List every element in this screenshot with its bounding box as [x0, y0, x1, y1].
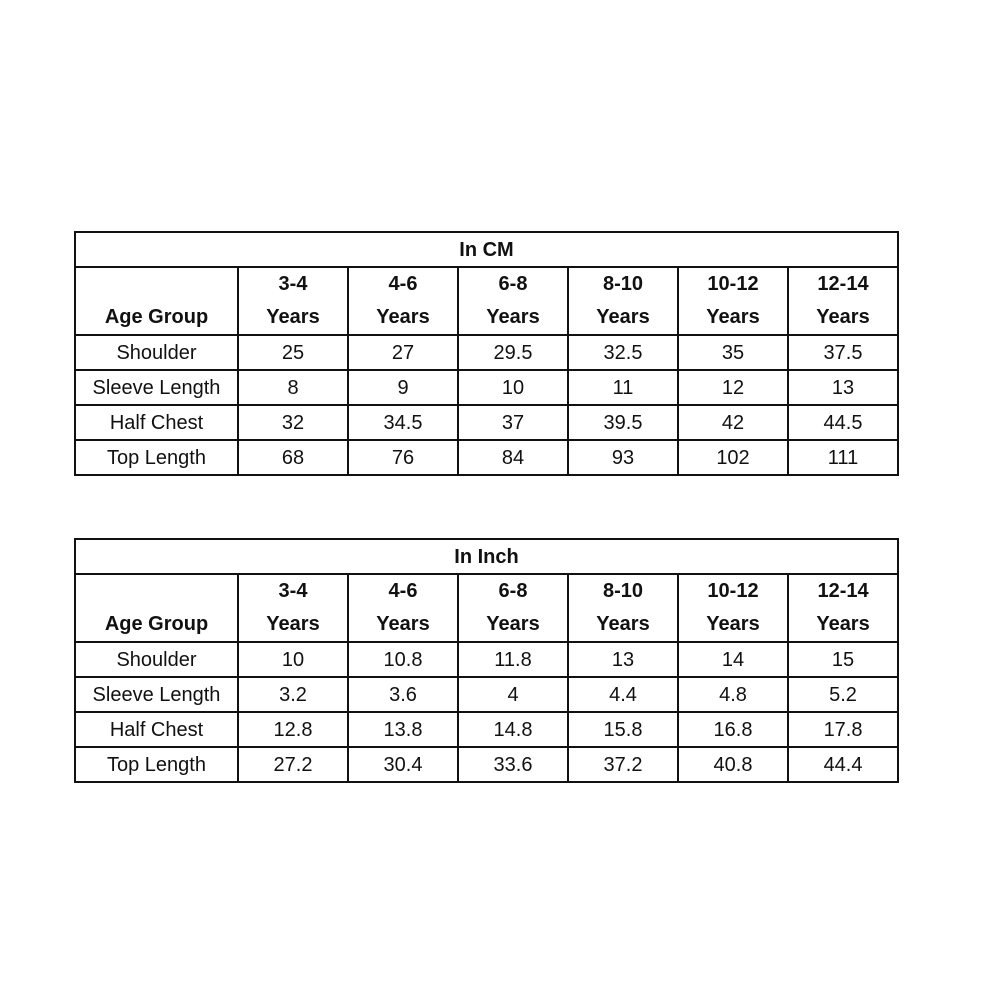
table-row [75, 642, 898, 677]
age-range: 3-4 [278, 273, 308, 295]
table-row [75, 370, 898, 405]
row-label: Shoulder [75, 335, 238, 370]
age-range: 6-8 [498, 273, 528, 295]
age-unit: Years [266, 613, 320, 635]
table-cell: 39.5 [568, 405, 678, 440]
table-cell: 93 [568, 440, 678, 475]
table-cell: 102 [678, 440, 788, 475]
table-cell: 30.4 [348, 747, 458, 782]
table-caption: In Inch [75, 539, 898, 574]
table-cell: 40.8 [678, 747, 788, 782]
table-cell: 16.8 [678, 712, 788, 747]
table-row [75, 712, 898, 747]
table-cell: 35 [678, 335, 788, 370]
table-cell: 29.5 [458, 335, 568, 370]
age-unit: Years [816, 306, 870, 328]
row-label: Sleeve Length [75, 370, 238, 405]
age-range: 8-10 [602, 273, 644, 295]
age-range: 12-14 [817, 580, 869, 602]
table-cell: 44.5 [788, 405, 898, 440]
table-cell: 111 [788, 440, 898, 475]
age-unit: Years [266, 306, 320, 328]
column-header [458, 574, 568, 642]
age-unit: Years [376, 306, 430, 328]
size-chart-inch-table [74, 538, 899, 783]
table-row [75, 440, 898, 475]
column-header [678, 267, 788, 335]
age-range: 10-12 [707, 273, 759, 295]
age-unit: Years [486, 306, 540, 328]
table-cell: 13 [788, 370, 898, 405]
table-row [75, 677, 898, 712]
age-range: 10-12 [707, 580, 759, 602]
column-header [788, 267, 898, 335]
table-cell: 11.8 [458, 642, 568, 677]
table-cell: 9 [348, 370, 458, 405]
table-cell: 34.5 [348, 405, 458, 440]
table-cell: 42 [678, 405, 788, 440]
table-cell: 27.2 [238, 747, 348, 782]
table-cell: 3.6 [348, 677, 458, 712]
table-cell: 15.8 [568, 712, 678, 747]
table-cell: 14 [678, 642, 788, 677]
table-caption: In CM [75, 232, 898, 267]
column-header [678, 574, 788, 642]
age-unit: Years [706, 306, 760, 328]
column-header [348, 267, 458, 335]
column-header [568, 574, 678, 642]
age-unit: Years [376, 613, 430, 635]
column-header [788, 574, 898, 642]
table-cell: 12 [678, 370, 788, 405]
header-row [75, 267, 898, 335]
age-group-header: Age Group [75, 267, 238, 335]
table-cell: 12.8 [238, 712, 348, 747]
age-group-header: Age Group [75, 574, 238, 642]
table-cell: 68 [238, 440, 348, 475]
age-range: 8-10 [602, 580, 644, 602]
age-unit: Years [596, 613, 650, 635]
table-cell: 10 [238, 642, 348, 677]
column-header [568, 267, 678, 335]
table-cell: 4.4 [568, 677, 678, 712]
age-range: 4-6 [388, 273, 418, 295]
table-row [75, 405, 898, 440]
age-unit: Years [596, 306, 650, 328]
table-cell: 10.8 [348, 642, 458, 677]
table-cell: 13.8 [348, 712, 458, 747]
age-range: 6-8 [498, 580, 528, 602]
table-cell: 17.8 [788, 712, 898, 747]
table-cell: 37.5 [788, 335, 898, 370]
age-unit: Years [706, 613, 760, 635]
table-cell: 25 [238, 335, 348, 370]
table-cell: 4 [458, 677, 568, 712]
table-cell: 5.2 [788, 677, 898, 712]
table-cell: 11 [568, 370, 678, 405]
column-header [238, 267, 348, 335]
table-cell: 44.4 [788, 747, 898, 782]
row-label: Top Length [75, 747, 238, 782]
table-cell: 10 [458, 370, 568, 405]
header-row [75, 574, 898, 642]
row-label: Top Length [75, 440, 238, 475]
table-cell: 15 [788, 642, 898, 677]
age-range: 3-4 [278, 580, 308, 602]
table-row [75, 335, 898, 370]
table-cell: 14.8 [458, 712, 568, 747]
age-unit: Years [816, 613, 870, 635]
table-cell: 32 [238, 405, 348, 440]
table-cell: 32.5 [568, 335, 678, 370]
age-range: 4-6 [388, 580, 418, 602]
column-header [348, 574, 458, 642]
column-header [458, 267, 568, 335]
table-cell: 76 [348, 440, 458, 475]
table-cell: 3.2 [238, 677, 348, 712]
table-cell: 8 [238, 370, 348, 405]
table-row [75, 747, 898, 782]
row-label: Half Chest [75, 712, 238, 747]
table-cell: 37 [458, 405, 568, 440]
table-cell: 13 [568, 642, 678, 677]
row-label: Sleeve Length [75, 677, 238, 712]
table-cell: 4.8 [678, 677, 788, 712]
age-range: 12-14 [817, 273, 869, 295]
column-header [238, 574, 348, 642]
row-label: Shoulder [75, 642, 238, 677]
table-cell: 33.6 [458, 747, 568, 782]
table-cell: 37.2 [568, 747, 678, 782]
size-chart-cm-table [74, 231, 899, 476]
row-label: Half Chest [75, 405, 238, 440]
age-unit: Years [486, 613, 540, 635]
table-cell: 84 [458, 440, 568, 475]
table-cell: 27 [348, 335, 458, 370]
